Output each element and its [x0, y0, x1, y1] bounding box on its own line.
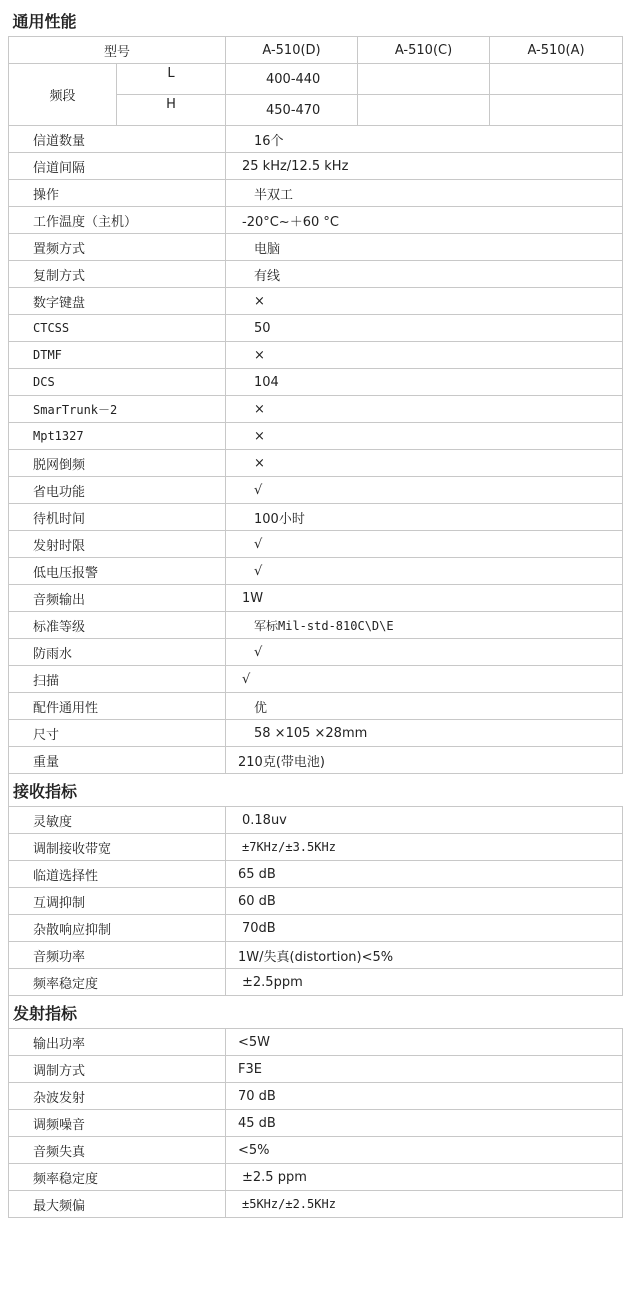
spec-label: 灵敏度: [9, 807, 226, 834]
spec-label: CTCSS: [9, 315, 226, 342]
spec-value: 60 dB: [226, 888, 623, 915]
spec-label: 待机时间: [9, 504, 226, 531]
spec-row: [9, 1056, 623, 1083]
spec-value: √: [226, 531, 623, 558]
model-d: A-510(D): [226, 37, 358, 64]
spec-row: [9, 369, 623, 396]
spec-value: 25 kHz/12.5 kHz: [226, 153, 623, 180]
spec-row: [9, 342, 623, 369]
spec-row: [9, 1137, 623, 1164]
spec-row: [9, 1164, 623, 1191]
spec-row: [9, 612, 623, 639]
spec-row: [9, 396, 623, 423]
spec-label: 数字键盘: [9, 288, 226, 315]
model-a: A-510(A): [490, 37, 623, 64]
spec-value: <5%: [226, 1137, 623, 1164]
spec-label: 配件通用性: [9, 693, 226, 720]
spec-row: [9, 834, 623, 861]
spec-value: 优: [226, 693, 623, 720]
spec-label: 调制方式: [9, 1056, 226, 1083]
spec-label: SmarTrunk－2: [9, 396, 226, 423]
spec-row: [9, 1029, 623, 1056]
spec-label: 脱网倒频: [9, 450, 226, 477]
band-row-l: [9, 64, 623, 95]
spec-label: 扫描: [9, 666, 226, 693]
spec-row: [9, 720, 623, 747]
spec-label: DTMF: [9, 342, 226, 369]
spec-value: 45 dB: [226, 1110, 623, 1137]
spec-value: 16个: [226, 126, 623, 153]
spec-row: [9, 450, 623, 477]
spec-row: [9, 1110, 623, 1137]
band-l-value: 400-440: [226, 64, 358, 95]
spec-value: 100小时: [226, 504, 623, 531]
spec-row: [9, 504, 623, 531]
spec-value: 半双工: [226, 180, 623, 207]
spec-label: DCS: [9, 369, 226, 396]
spec-value: 1W: [226, 585, 623, 612]
spec-value: ×: [226, 423, 623, 450]
spec-value: <5W: [226, 1029, 623, 1056]
spec-row: [9, 693, 623, 720]
spec-row: [9, 558, 623, 585]
spec-label: 信道间隔: [9, 153, 226, 180]
spec-value: -20°C~＋60 °C: [226, 207, 623, 234]
band-h-empty-a: [490, 95, 623, 126]
spec-value: ±5KHz/±2.5KHz: [226, 1191, 623, 1218]
spec-value: ×: [226, 396, 623, 423]
section-header-transmit: [9, 996, 623, 1029]
spec-label: 工作温度（主机）: [9, 207, 226, 234]
spec-label: 置频方式: [9, 234, 226, 261]
spec-sheet: [8, 4, 622, 1218]
spec-value: 104: [226, 369, 623, 396]
spec-row: [9, 423, 623, 450]
spec-row: [9, 942, 623, 969]
spec-label: 操作: [9, 180, 226, 207]
spec-row: [9, 153, 623, 180]
spec-row: [9, 861, 623, 888]
spec-value: 1W/失真(distortion)<5%: [226, 942, 623, 969]
spec-row: [9, 288, 623, 315]
spec-row: [9, 585, 623, 612]
spec-label: 杂散响应抑制: [9, 915, 226, 942]
section-header-receive: [9, 774, 623, 807]
spec-label: 音频功率: [9, 942, 226, 969]
spec-label: 调频噪音: [9, 1110, 226, 1137]
spec-label: 防雨水: [9, 639, 226, 666]
spec-label: 音频输出: [9, 585, 226, 612]
band-h-empty-c: [358, 95, 490, 126]
spec-value: 0.18uv: [226, 807, 623, 834]
spec-value: 有线: [226, 261, 623, 288]
spec-value: 65 dB: [226, 861, 623, 888]
spec-label: Mpt1327: [9, 423, 226, 450]
spec-value: 70dB: [226, 915, 623, 942]
spec-label: 复制方式: [9, 261, 226, 288]
spec-label: 省电功能: [9, 477, 226, 504]
spec-value: 50: [226, 315, 623, 342]
spec-row: [9, 207, 623, 234]
spec-label: 低电压报警: [9, 558, 226, 585]
spec-row: [9, 315, 623, 342]
spec-label: 发射时限: [9, 531, 226, 558]
spec-label: 杂波发射: [9, 1083, 226, 1110]
spec-value: ±2.5ppm: [226, 969, 623, 996]
spec-row: [9, 1083, 623, 1110]
spec-row: [9, 1191, 623, 1218]
band-l-empty-c: [358, 64, 490, 95]
spec-row: [9, 477, 623, 504]
section-header-general: [9, 4, 623, 37]
model-label: 型号: [9, 37, 226, 64]
spec-row: [9, 639, 623, 666]
spec-row: [9, 126, 623, 153]
spec-value: √: [226, 639, 623, 666]
spec-label: 临道选择性: [9, 861, 226, 888]
spec-label: 互调抑制: [9, 888, 226, 915]
spec-row: [9, 234, 623, 261]
spec-value: 军标Mil-std-810C\D\E: [226, 612, 623, 639]
section-title: 发射指标: [9, 996, 623, 1029]
spec-value: 58 ×105 ×28mm: [226, 720, 623, 747]
spec-row: [9, 261, 623, 288]
spec-row: [9, 807, 623, 834]
spec-label: 频率稳定度: [9, 969, 226, 996]
spec-value: F3E: [226, 1056, 623, 1083]
spec-row: [9, 915, 623, 942]
spec-label: 信道数量: [9, 126, 226, 153]
spec-row: [9, 531, 623, 558]
spec-row: [9, 969, 623, 996]
spec-label: 标准等级: [9, 612, 226, 639]
spec-row: [9, 747, 623, 774]
spec-value: 电脑: [226, 234, 623, 261]
spec-value: √: [226, 477, 623, 504]
spec-label: 调制接收带宽: [9, 834, 226, 861]
spec-row: [9, 180, 623, 207]
spec-row: [9, 888, 623, 915]
band-l-empty-a: [490, 64, 623, 95]
band-label: 频段: [9, 64, 117, 126]
spec-label: 重量: [9, 747, 226, 774]
spec-row: [9, 666, 623, 693]
spec-value: 70 dB: [226, 1083, 623, 1110]
spec-label: 音频失真: [9, 1137, 226, 1164]
spec-value: ±2.5 ppm: [226, 1164, 623, 1191]
spec-value: 210克(带电池): [226, 747, 623, 774]
spec-table: [8, 4, 623, 1218]
band-l-name: L: [117, 64, 226, 95]
spec-value: √: [226, 666, 623, 693]
spec-label: 最大频偏: [9, 1191, 226, 1218]
spec-value: ×: [226, 450, 623, 477]
section-title: 接收指标: [9, 774, 623, 807]
spec-label: 尺寸: [9, 720, 226, 747]
spec-value: ×: [226, 288, 623, 315]
model-c: A-510(C): [358, 37, 490, 64]
spec-value: ±7KHz/±3.5KHz: [226, 834, 623, 861]
spec-label: 频率稳定度: [9, 1164, 226, 1191]
section-title: 通用性能: [9, 4, 623, 37]
spec-value: ×: [226, 342, 623, 369]
band-h-name: H: [117, 95, 226, 126]
spec-label: 输出功率: [9, 1029, 226, 1056]
band-h-value: 450-470: [226, 95, 358, 126]
spec-value: √: [226, 558, 623, 585]
model-row: [9, 37, 623, 64]
